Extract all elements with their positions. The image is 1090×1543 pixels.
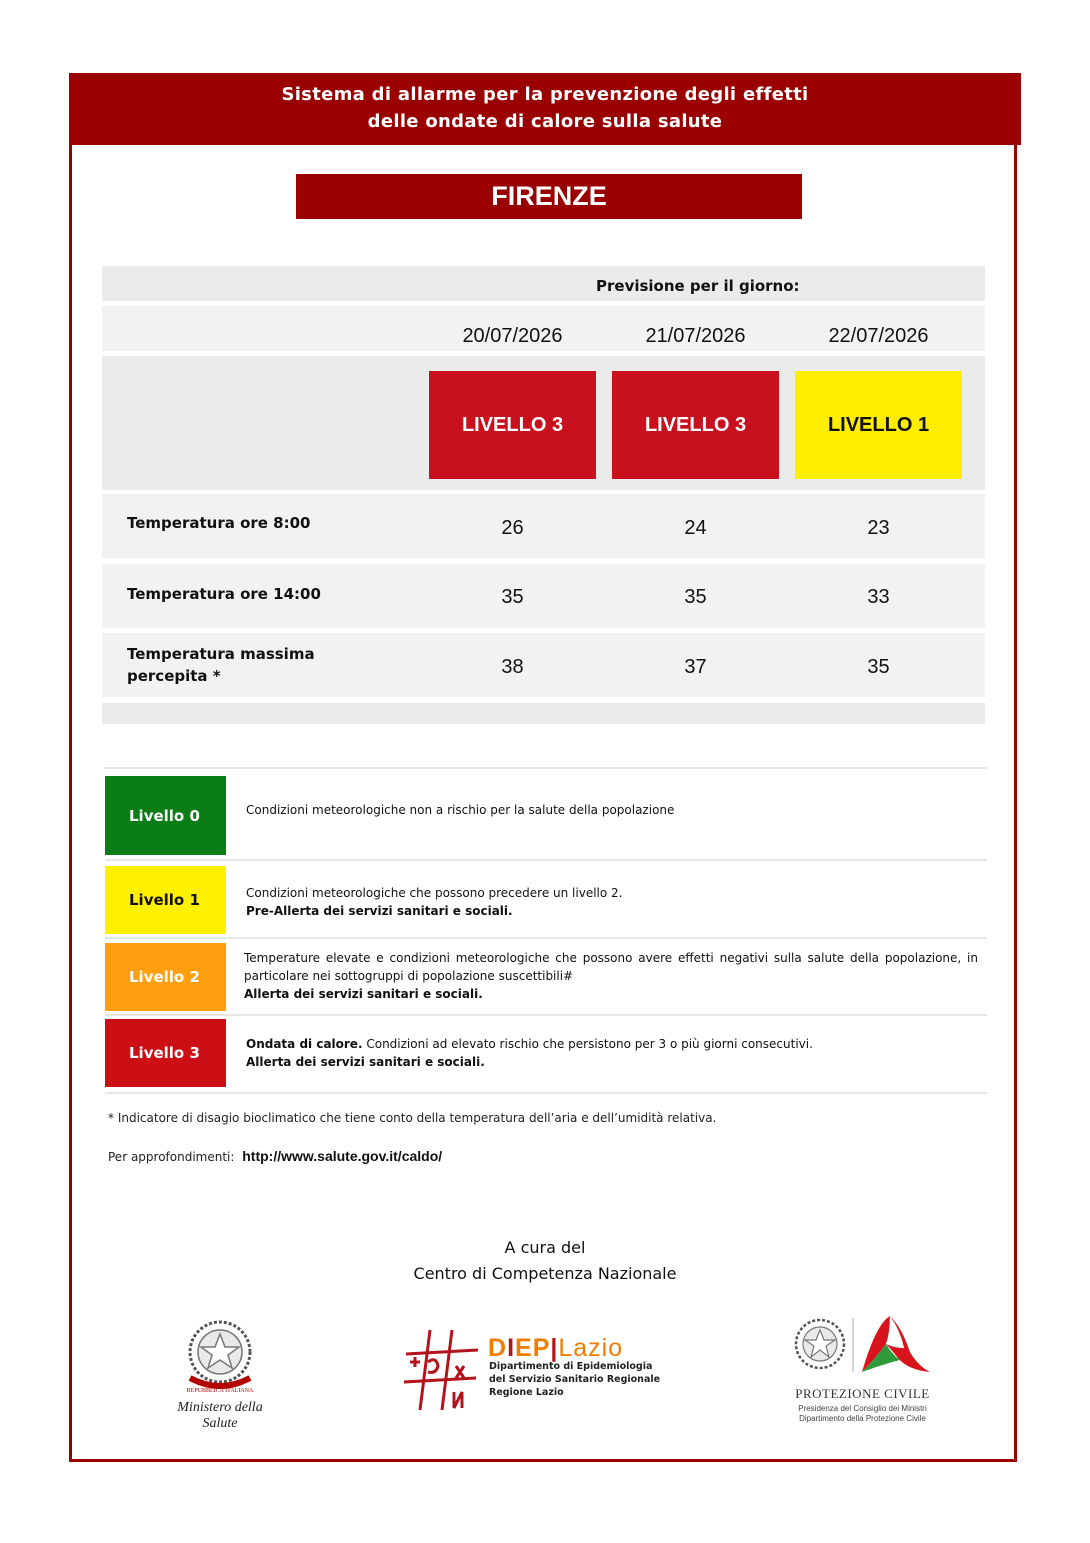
legend-divider <box>105 1092 987 1094</box>
legend-text-level-3-prefix: Ondata di calore. <box>246 1037 363 1051</box>
dep-hash-mark-icon <box>402 1326 482 1414</box>
temp-max-day-1: 38 <box>501 656 524 678</box>
legend-swatch-level-2: Livello 2 <box>105 943 226 1011</box>
ministero-seal-text: REPUBBLICA ITALIANA <box>186 1388 254 1394</box>
protezione-civile-logo <box>790 1314 935 1424</box>
forecast-date-3: 22/07/2026 <box>828 325 929 347</box>
protezione-caption-line-1: Presidenza del Consiglio dei Ministri <box>798 1404 927 1413</box>
legend-divider <box>105 767 987 769</box>
dep-brand: DIEP|Lazio <box>488 1334 624 1362</box>
dep-caption-line-3: Regione Lazio <box>489 1387 564 1398</box>
temp-8-day-3: 23 <box>867 517 890 539</box>
legend-swatch-level-0: Livello 0 <box>105 776 226 855</box>
legend-divider <box>105 859 987 861</box>
row-label-temp-8: Temperatura ore 8:00 <box>127 514 311 532</box>
legend-text-level-3 <box>246 1035 978 1071</box>
legend-text-level-2 <box>244 949 978 1003</box>
temp-8-day-1: 26 <box>501 517 524 539</box>
dep-brand-ep: EP <box>515 1334 551 1362</box>
legend-text-level-3-action: Allerta dei servizi sanitari e sociali. <box>246 1055 485 1069</box>
footnote: * Indicatore di disagio bioclimatico che tiene conto della temperatura dell’aria e dell’umidità relativa. <box>108 1111 717 1125</box>
level-badge-day-2: LIVELLO 3 <box>612 371 779 479</box>
dep-brand-lazio: Lazio <box>558 1334 624 1362</box>
more-info-label: Per approfondimenti: <box>108 1150 235 1164</box>
legend-text-level-0: Condizioni meteorologiche non a rischio per la salute della popolazione <box>246 803 675 817</box>
more-info-link[interactable]: http://www.salute.gov.it/caldo/ <box>242 1148 443 1164</box>
header-title-line-2: delle ondate di calore sulla salute <box>367 111 723 132</box>
city-title: FIRENZE <box>296 174 802 219</box>
temp-max-day-2: 37 <box>684 656 707 678</box>
dep-caption-line-2: del Servizio Sanitario Regionale <box>489 1374 661 1385</box>
legend-divider <box>105 1014 987 1016</box>
legend-text-level-3-desc <box>246 1035 978 1053</box>
legend-text-level-1-desc: Condizioni meteorologiche che possono precedere un livello 2. <box>246 886 623 900</box>
italian-emblem-icon <box>160 1318 280 1394</box>
table-footer-band <box>102 703 985 724</box>
credit-line-1: A cura del <box>504 1238 586 1257</box>
temp-max-day-3: 35 <box>867 656 890 678</box>
protezione-title: PROTEZIONE CIVILE <box>795 1386 930 1401</box>
legend-text-level-1-action: Pre-Allerta dei servizi sanitari e sociali. <box>246 904 513 918</box>
dep-brand-d: D <box>488 1334 508 1362</box>
temp-14-day-2: 35 <box>684 586 707 608</box>
legend-text-level-3-body: Condizioni ad elevato rischio che persistono per 3 o più giorni consecutivi. <box>366 1037 813 1051</box>
row-label-temp-max-line-1: Temperatura massima <box>127 645 315 663</box>
more-info <box>108 1148 442 1164</box>
row-label-temp-max-line-2: percepita * <box>127 667 221 685</box>
legend-text-level-1 <box>246 884 978 920</box>
temp-8-day-2: 24 <box>684 517 707 539</box>
level-badge-day-3: LIVELLO 1 <box>795 371 962 479</box>
dep-lazio-logo <box>402 1326 672 1416</box>
legend-text-level-2-action: Allerta dei servizi sanitari e sociali. <box>244 987 483 1001</box>
level-badge-day-1: LIVELLO 3 <box>429 371 596 479</box>
protezione-caption <box>790 1404 935 1424</box>
protezione-caption-line-2: Dipartimento della Protezione Civile <box>799 1414 926 1423</box>
temp-14-day-3: 33 <box>867 586 890 608</box>
legend-divider <box>105 937 987 939</box>
temp-14-day-1: 35 <box>501 586 524 608</box>
credit-line-2: Centro di Competenza Nazionale <box>413 1264 677 1283</box>
header-title-line-1: Sistema di allarme per la prevenzione degli effetti <box>281 84 809 105</box>
forecast-header-band <box>102 266 985 301</box>
legend-swatch-level-1: Livello 1 <box>105 866 226 934</box>
dep-caption-line-1: Dipartimento di Epidemiologia <box>489 1361 653 1372</box>
legend-swatch-level-3: Livello 3 <box>105 1019 226 1087</box>
forecast-label: Previsione per il giorno: <box>596 277 800 295</box>
row-label-temp-14: Temperatura ore 14:00 <box>127 585 321 603</box>
legend-text-level-2-desc: Temperature elevate e condizioni meteorologiche che possono avere effetti negativi sulla salute della popolazione, in particolare nei sottogruppi di popolazione suscettibili# <box>244 951 978 983</box>
ministero-salute-logo <box>160 1318 280 1431</box>
ministero-caption: Ministero della Salute <box>177 1400 263 1431</box>
forecast-date-1: 20/07/2026 <box>462 325 563 347</box>
dep-caption <box>489 1360 660 1399</box>
forecast-date-2: 21/07/2026 <box>645 325 746 347</box>
protezione-civile-emblem-icon <box>790 1314 935 1378</box>
row-label-temp-max <box>127 643 315 687</box>
